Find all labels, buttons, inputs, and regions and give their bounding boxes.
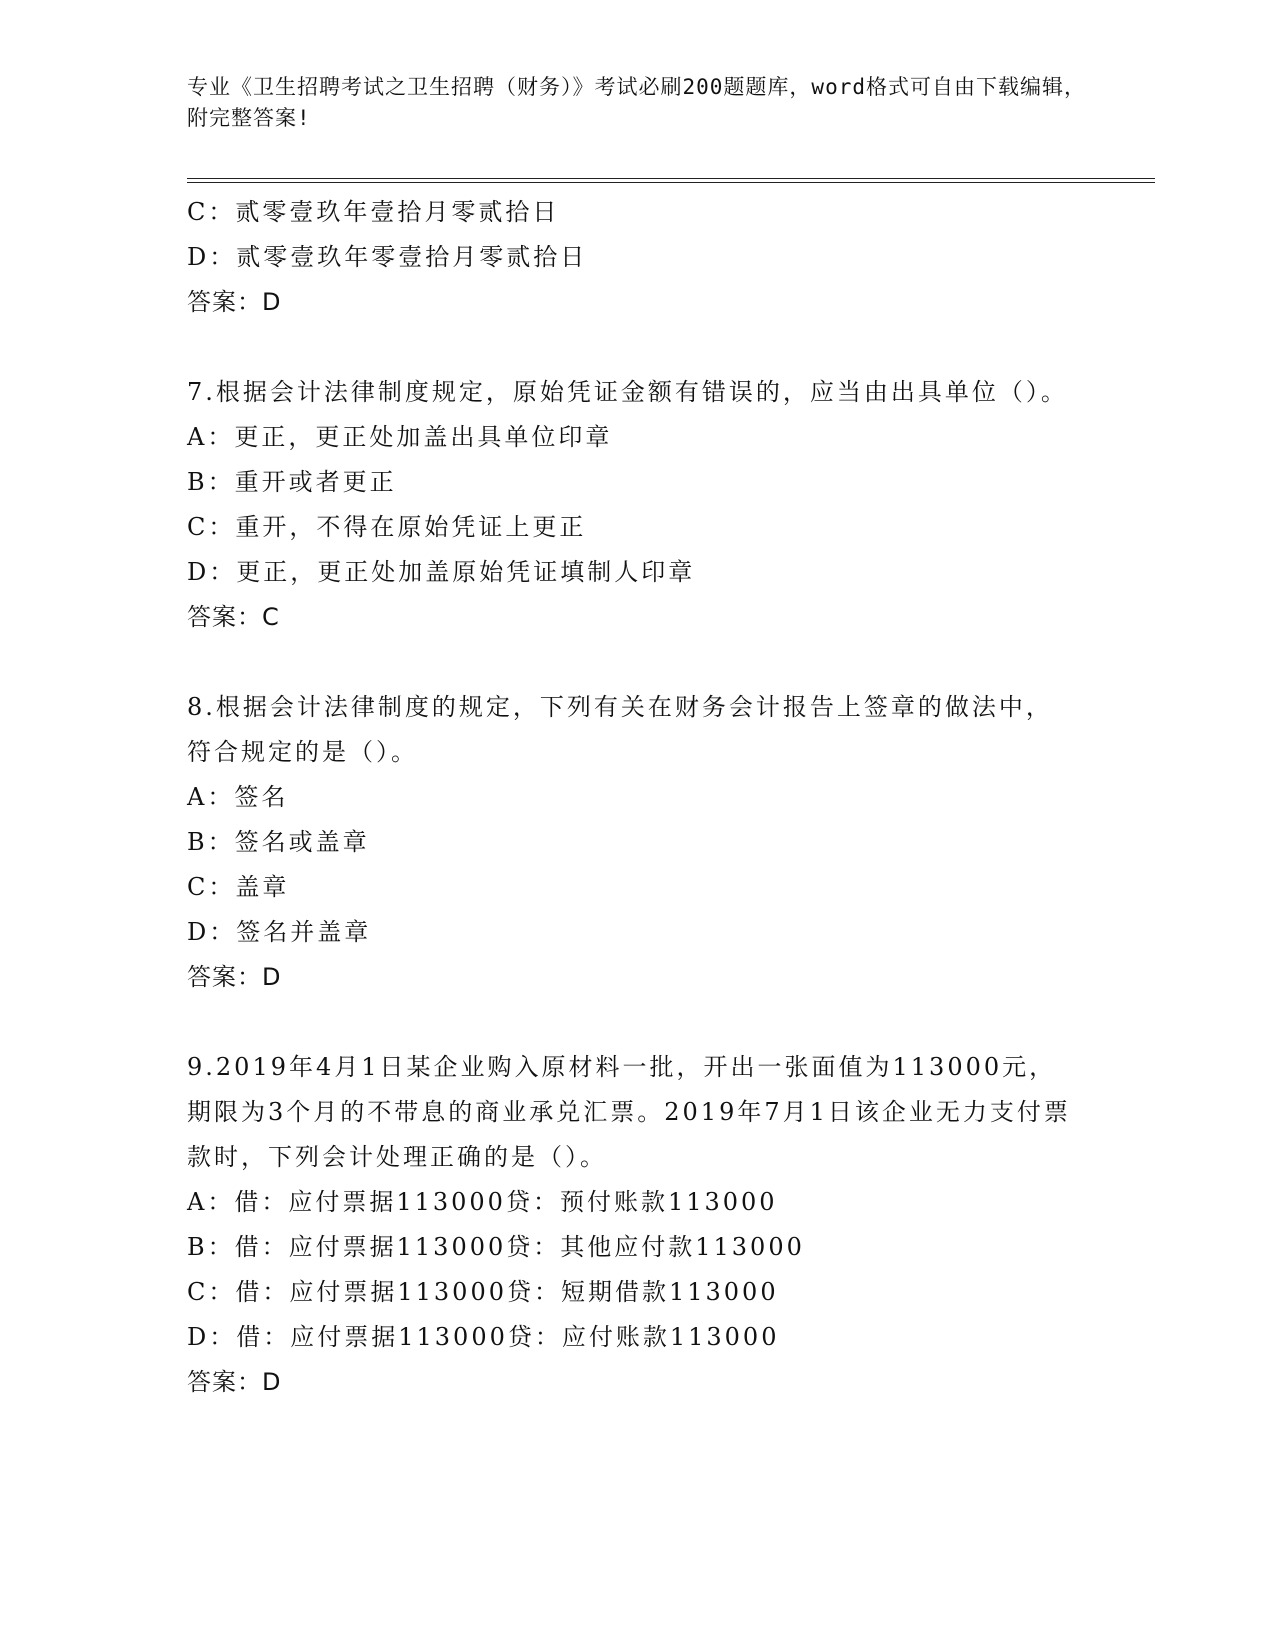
answer-line: 答案：D [187, 1368, 282, 1396]
option-c: C：贰零壹玖年壹拾月零贰拾日 [187, 198, 560, 226]
header-divider [187, 178, 1155, 183]
option-d: D：贰零壹玖年零壹拾月零贰拾日 [187, 243, 588, 271]
option-c: C：盖章 [187, 873, 290, 901]
page-header: 专业《卫生招聘考试之卫生招聘（财务）》考试必刷200题题库，word格式可自由下载编辑，附完整答案! [187, 75, 1086, 130]
option-a: A：借：应付票据113000贷：预付账款113000 [187, 1188, 778, 1216]
option-d: D：更正，更正处加盖原始凭证填制人印章 [187, 558, 696, 586]
question-stem: 7.根据会计法律制度规定，原始凭证金额有错误的，应当由出具单位（）。 [187, 378, 1068, 406]
question-7 [187, 370, 1087, 640]
option-a: A：签名 [187, 783, 289, 811]
option-a: A：更正，更正处加盖出具单位印章 [187, 423, 613, 451]
continued-question [187, 190, 1087, 325]
option-c: C：重开，不得在原始凭证上更正 [187, 513, 587, 541]
document-body [187, 190, 1087, 1405]
option-b: B：签名或盖章 [187, 828, 370, 856]
answer-line: 答案：D [187, 963, 282, 991]
option-d: D：借：应付票据113000贷：应付账款113000 [187, 1323, 780, 1351]
option-c: C：借：应付票据113000贷：短期借款113000 [187, 1278, 779, 1306]
question-stem: 9.2019年4月1日某企业购入原材料一批，开出一张面值为113000元，期限为3个月的不带息的商业承兑汇票。2019年7月1日该企业无力支付票款时，下列会计处理正确的是（）。 [187, 1053, 1071, 1171]
option-d: D：签名并盖章 [187, 918, 372, 946]
answer-line: 答案：C [187, 603, 280, 631]
question-9 [187, 1045, 1087, 1405]
spacer [187, 640, 1087, 685]
spacer [187, 1000, 1087, 1045]
option-b: B：重开或者更正 [187, 468, 397, 496]
option-b: B：借：应付票据113000贷：其他应付款113000 [187, 1233, 805, 1261]
question-stem: 8.根据会计法律制度的规定，下列有关在财务会计报告上签章的做法中，符合规定的是（）。 [187, 693, 1053, 766]
spacer [187, 325, 1087, 370]
question-8 [187, 685, 1087, 1000]
answer-line: 答案：D [187, 288, 282, 316]
